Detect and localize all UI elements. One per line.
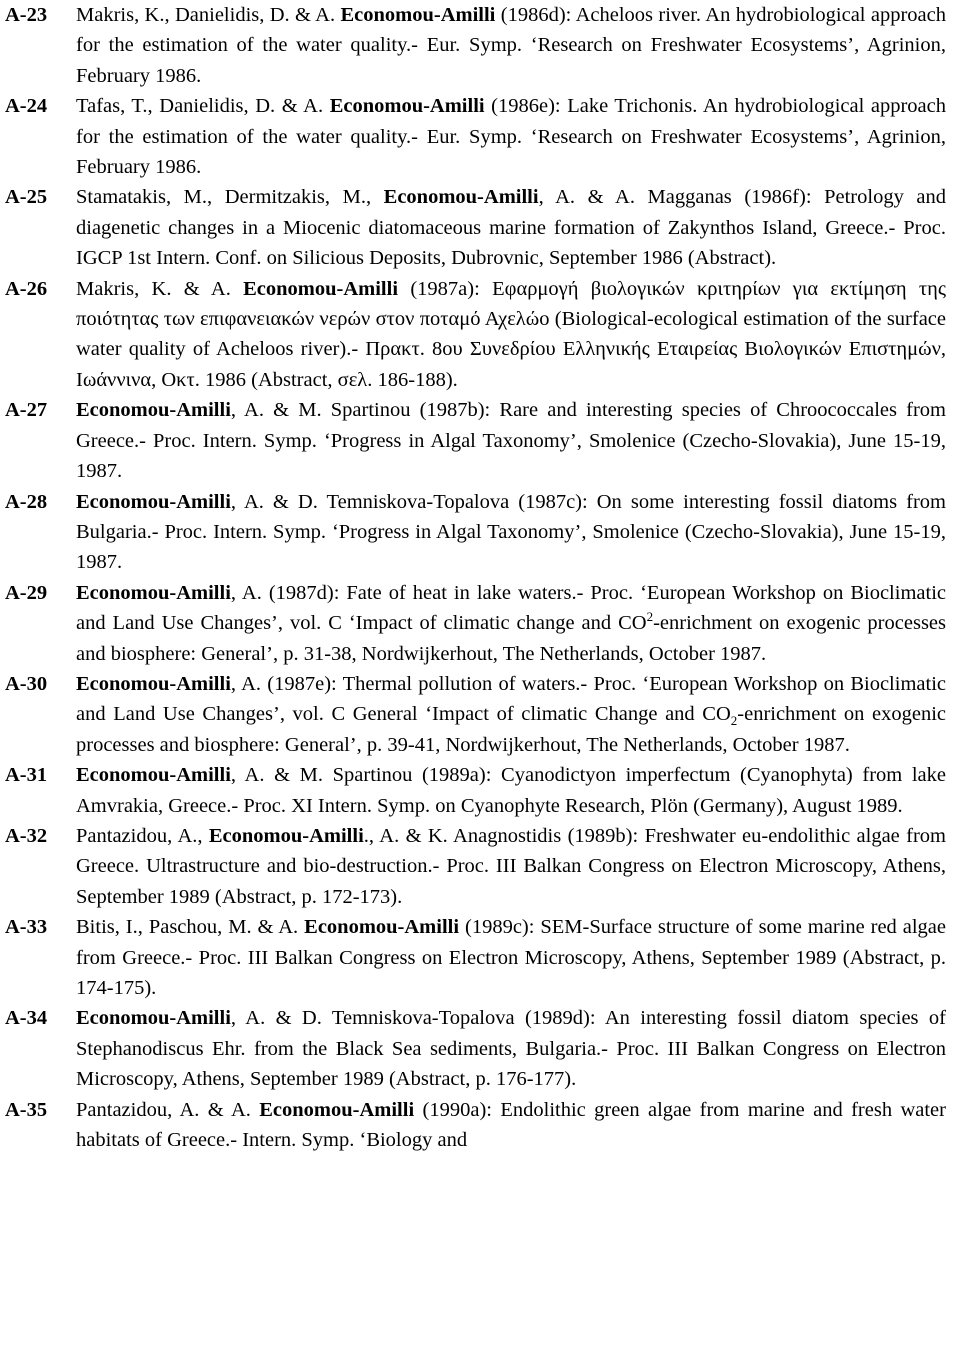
reference-id: A-31 bbox=[5, 764, 48, 787]
reference-entry bbox=[0, 1003, 960, 1094]
reference-entry bbox=[0, 821, 960, 912]
author-highlight: Economou-Amilli bbox=[340, 4, 496, 26]
reference-fragment: , A. & M. Spartinou (1989a): Cyanodictyon imperfectum (Cyanophyta) from lake Amvrakia, Greece.- Proc. XI Intern. Symp. on Cyanophyte Research, Plön (Germany), August 1989. bbox=[76, 764, 946, 817]
reference-fragment: , A. & D. Temniskova-Topalova (1989d): An interesting fossil diatom species of Stephanodiscus Ehr. from the Black Sea sediments, Bulgaria.- Proc. III Balkan Congress on Electron Microscopy, Athens, September 1989 (Abstract, p. 176-177). bbox=[76, 1007, 946, 1091]
reference-fragment: Tafas, T., Danielidis, D. & A. bbox=[76, 95, 330, 118]
reference-text bbox=[76, 91, 946, 182]
reference-entry bbox=[0, 0, 960, 91]
reference-text bbox=[76, 182, 946, 273]
author-highlight: Economou-Amilli bbox=[243, 277, 399, 300]
reference-entry bbox=[0, 487, 960, 578]
author-highlight: Economou-Amilli bbox=[76, 490, 231, 513]
reference-text bbox=[76, 274, 946, 396]
reference-fragment: Stamatakis, M., Dermitzakis, M., bbox=[76, 186, 384, 209]
reference-fragment: , A. (1987d): Fate of heat in lake waters.- Proc. ‘European Workshop on Bioclimatic and Land Use Changes’, vol. C ‘Impact of climatic change and CO bbox=[76, 581, 946, 635]
author-highlight: Economou-Amilli bbox=[259, 1098, 415, 1121]
author-highlight: Economou-Amilli bbox=[304, 916, 460, 939]
reference-text bbox=[76, 821, 946, 912]
reference-text bbox=[76, 669, 946, 760]
reference-id: A-24 bbox=[5, 95, 48, 118]
reference-fragment: Makris, K., Danielidis, D. & A. bbox=[76, 4, 341, 26]
reference-text bbox=[76, 760, 946, 821]
reference-entry bbox=[0, 91, 960, 182]
subscript-digit: 2 bbox=[730, 713, 738, 729]
reference-text bbox=[76, 912, 946, 1003]
reference-id: A-30 bbox=[5, 672, 48, 695]
reference-fragment: (1986d): Acheloos river. An hydrobiological approach for the estimation of the water quality.- Eur. Symp. ‘Research on Freshwater Ecosystems’, Agrinion, February 1986. bbox=[76, 4, 946, 87]
reference-text bbox=[76, 578, 946, 669]
reference-entry bbox=[0, 760, 960, 821]
reference-entry bbox=[0, 1095, 960, 1156]
author-highlight: Economou-Amilli bbox=[76, 672, 231, 695]
reference-fragment: Bitis, I., Paschou, M. & A. bbox=[76, 916, 305, 939]
reference-id: A-26 bbox=[5, 277, 48, 300]
author-highlight: Economou-Amilli bbox=[329, 95, 485, 118]
reference-fragment: Pantazidou, A. & A. bbox=[76, 1098, 260, 1121]
reference-id: A-25 bbox=[5, 186, 48, 209]
reference-fragment: , A. & M. Spartinou (1987b): Rare and interesting species of Chroococcales from Greece.- Proc. Intern. Symp. ‘Progress in Algal Taxonomy’, Smolenice (Czecho-Slovakia), June 15-19, 1987. bbox=[76, 399, 946, 483]
reference-id: A-27 bbox=[5, 399, 48, 422]
reference-entry bbox=[0, 578, 960, 669]
reference-fragment: -enrichment on exogenic processes and biosphere: General’, p. 39-41, Nordwijkerhout, The Netherlands, October 1987. bbox=[76, 703, 946, 756]
reference-entry bbox=[0, 912, 960, 1003]
subscript-digit: 2 bbox=[646, 609, 654, 625]
author-highlight: Economou-Amilli bbox=[76, 1007, 231, 1030]
reference-text bbox=[76, 1003, 946, 1094]
reference-id: A-35 bbox=[5, 1098, 48, 1121]
reference-fragment: Makris, K. & A. bbox=[76, 277, 244, 300]
reference-text bbox=[76, 395, 946, 486]
reference-id: A-29 bbox=[5, 581, 48, 604]
reference-fragment: , A. (1987e): Thermal pollution of waters.- Proc. ‘European Workshop on Bioclimatic and Land Use Changes’, vol. C General ‘Impact of climatic Change and CO bbox=[76, 672, 946, 726]
reference-text bbox=[76, 0, 946, 91]
author-highlight: Economou-Amilli bbox=[383, 186, 539, 209]
reference-id: A-28 bbox=[5, 490, 48, 513]
reference-id: A-33 bbox=[5, 916, 48, 939]
reference-fragment: (1989c): SEM-Surface structure of some marine red algae from Greece.- Proc. III Balkan Congress on Electron Microscopy, Athens, September 1989 (Abstract, p. 174-175). bbox=[76, 916, 946, 999]
reference-text bbox=[76, 1095, 946, 1156]
reference-text bbox=[76, 487, 946, 578]
reference-entry bbox=[0, 395, 960, 486]
reference-fragment: (1987a): Εφαρμογή βιολογικών κριτηρίων για εκτίμηση της ποιότητας των επιφανειακών νερών στον ποταμό Αχελώο (Biological-ecological estimation of the surface water quality of Acheloos river).- Πρακτ. 8ου Συνεδρίου Ελληνικής Εταιρείας Βιολογικών Επιστημών, Ιωάννινα, Οκτ. 1986 (Abstract, σελ. 186-188). bbox=[76, 277, 946, 391]
author-highlight: Economou-Amilli bbox=[76, 764, 231, 787]
reference-entry bbox=[0, 669, 960, 760]
author-highlight: Economou-Amilli bbox=[76, 581, 231, 604]
reference-fragment: (1990a): Endolithic green algae from marine and fresh water habitats of Greece.- Intern. Symp. ‘Biology and bbox=[76, 1098, 946, 1152]
reference-entry bbox=[0, 274, 960, 396]
author-highlight: Economou-Amilli bbox=[208, 824, 364, 847]
reference-id: A-32 bbox=[5, 824, 48, 847]
reference-entry bbox=[0, 182, 960, 273]
author-highlight: Economou-Amilli bbox=[76, 399, 231, 422]
reference-fragment: ., A. & K. Anagnostidis (1989b): Freshwater eu-endolithic algae from Greece. Ultrastructure and bio-destruction.- Proc. III Balkan Congress on Electron Microscopy, Athens, September 1989 (Abstract, p. 172-173). bbox=[76, 824, 946, 908]
reference-fragment: Pantazidou, A., bbox=[76, 824, 209, 847]
reference-fragment: (1986e): Lake Trichonis. An hydrobiological approach for the estimation of the water quality.- Eur. Symp. ‘Research on Freshwater Ecosystems’, Agrinion, February 1986. bbox=[76, 95, 946, 179]
reference-fragment: -enrichment on exogenic processes and biosphere: General’, p. 31-38, Nordwijkerhout, The Netherlands, October 1987. bbox=[76, 612, 946, 665]
reference-id: A-34 bbox=[5, 1007, 48, 1030]
reference-fragment: , A. & D. Temniskova-Topalova (1987c): On some interesting fossil diatoms from Bulgaria.- Proc. Intern. Symp. ‘Progress in Algal Taxonomy’, Smolenice (Czecho-Slovakia), June 15-19, 1987. bbox=[76, 490, 946, 574]
reference-fragment: , A. & A. Magganas (1986f): Petrology and diagenetic changes in a Miocenic diatomaceous marine formation of Zakynthos Island, Greece.- Proc. IGCP 1st Intern. Conf. on Silicious Deposits, Dubrovnic, September 1986 (Abstract). bbox=[76, 186, 946, 270]
reference-id: A-23 bbox=[5, 4, 48, 26]
